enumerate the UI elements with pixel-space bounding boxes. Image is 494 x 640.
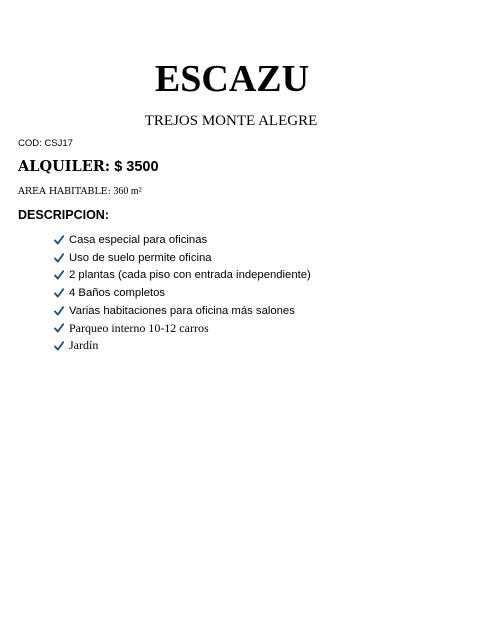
rental-price-label: ALQUILER: bbox=[18, 158, 111, 175]
list-item bbox=[54, 231, 311, 249]
checkmark-icon bbox=[54, 253, 64, 263]
description-heading: DESCRIPCION: bbox=[18, 208, 109, 222]
page-title-text: ESCAZU bbox=[154, 58, 310, 100]
list-item-text: Uso de suelo permite oficina bbox=[69, 251, 212, 264]
rental-price-value: $ 3500 bbox=[114, 159, 159, 175]
page-title bbox=[0, 56, 464, 102]
list-item bbox=[54, 249, 311, 267]
list-item-text: 4 Baños completos bbox=[69, 286, 166, 299]
list-item bbox=[54, 266, 311, 284]
living-area-label: AREA HABITABLE: bbox=[18, 186, 111, 197]
list-item-text: Jardín bbox=[69, 338, 99, 353]
checkmark-icon bbox=[54, 288, 64, 298]
page-subtitle: TREJOS MONTE ALEGRE bbox=[144, 113, 318, 129]
checkmark-icon bbox=[54, 323, 64, 333]
living-area-value: 360 m² bbox=[113, 186, 142, 197]
list-item-text: Casa especial para oficinas bbox=[69, 233, 208, 246]
living-area bbox=[18, 185, 142, 198]
list-item bbox=[54, 337, 311, 355]
checkmark-icon bbox=[54, 306, 64, 316]
checkmark-icon bbox=[54, 341, 64, 351]
list-item bbox=[54, 284, 311, 302]
list-item-text: 2 plantas (cada piso con entrada independiente) bbox=[69, 269, 311, 282]
property-code: COD: CSJ17 bbox=[18, 138, 73, 149]
list-item bbox=[54, 302, 311, 320]
checkmark-icon bbox=[54, 235, 64, 245]
checkmark-icon bbox=[54, 270, 64, 280]
list-item bbox=[54, 319, 311, 337]
list-item-text: Varias habitaciones para oficina más salones bbox=[69, 304, 295, 317]
rental-price bbox=[18, 158, 159, 176]
description-list bbox=[54, 231, 311, 355]
list-item-text: Parqueo interno 10-12 carros bbox=[69, 320, 209, 335]
